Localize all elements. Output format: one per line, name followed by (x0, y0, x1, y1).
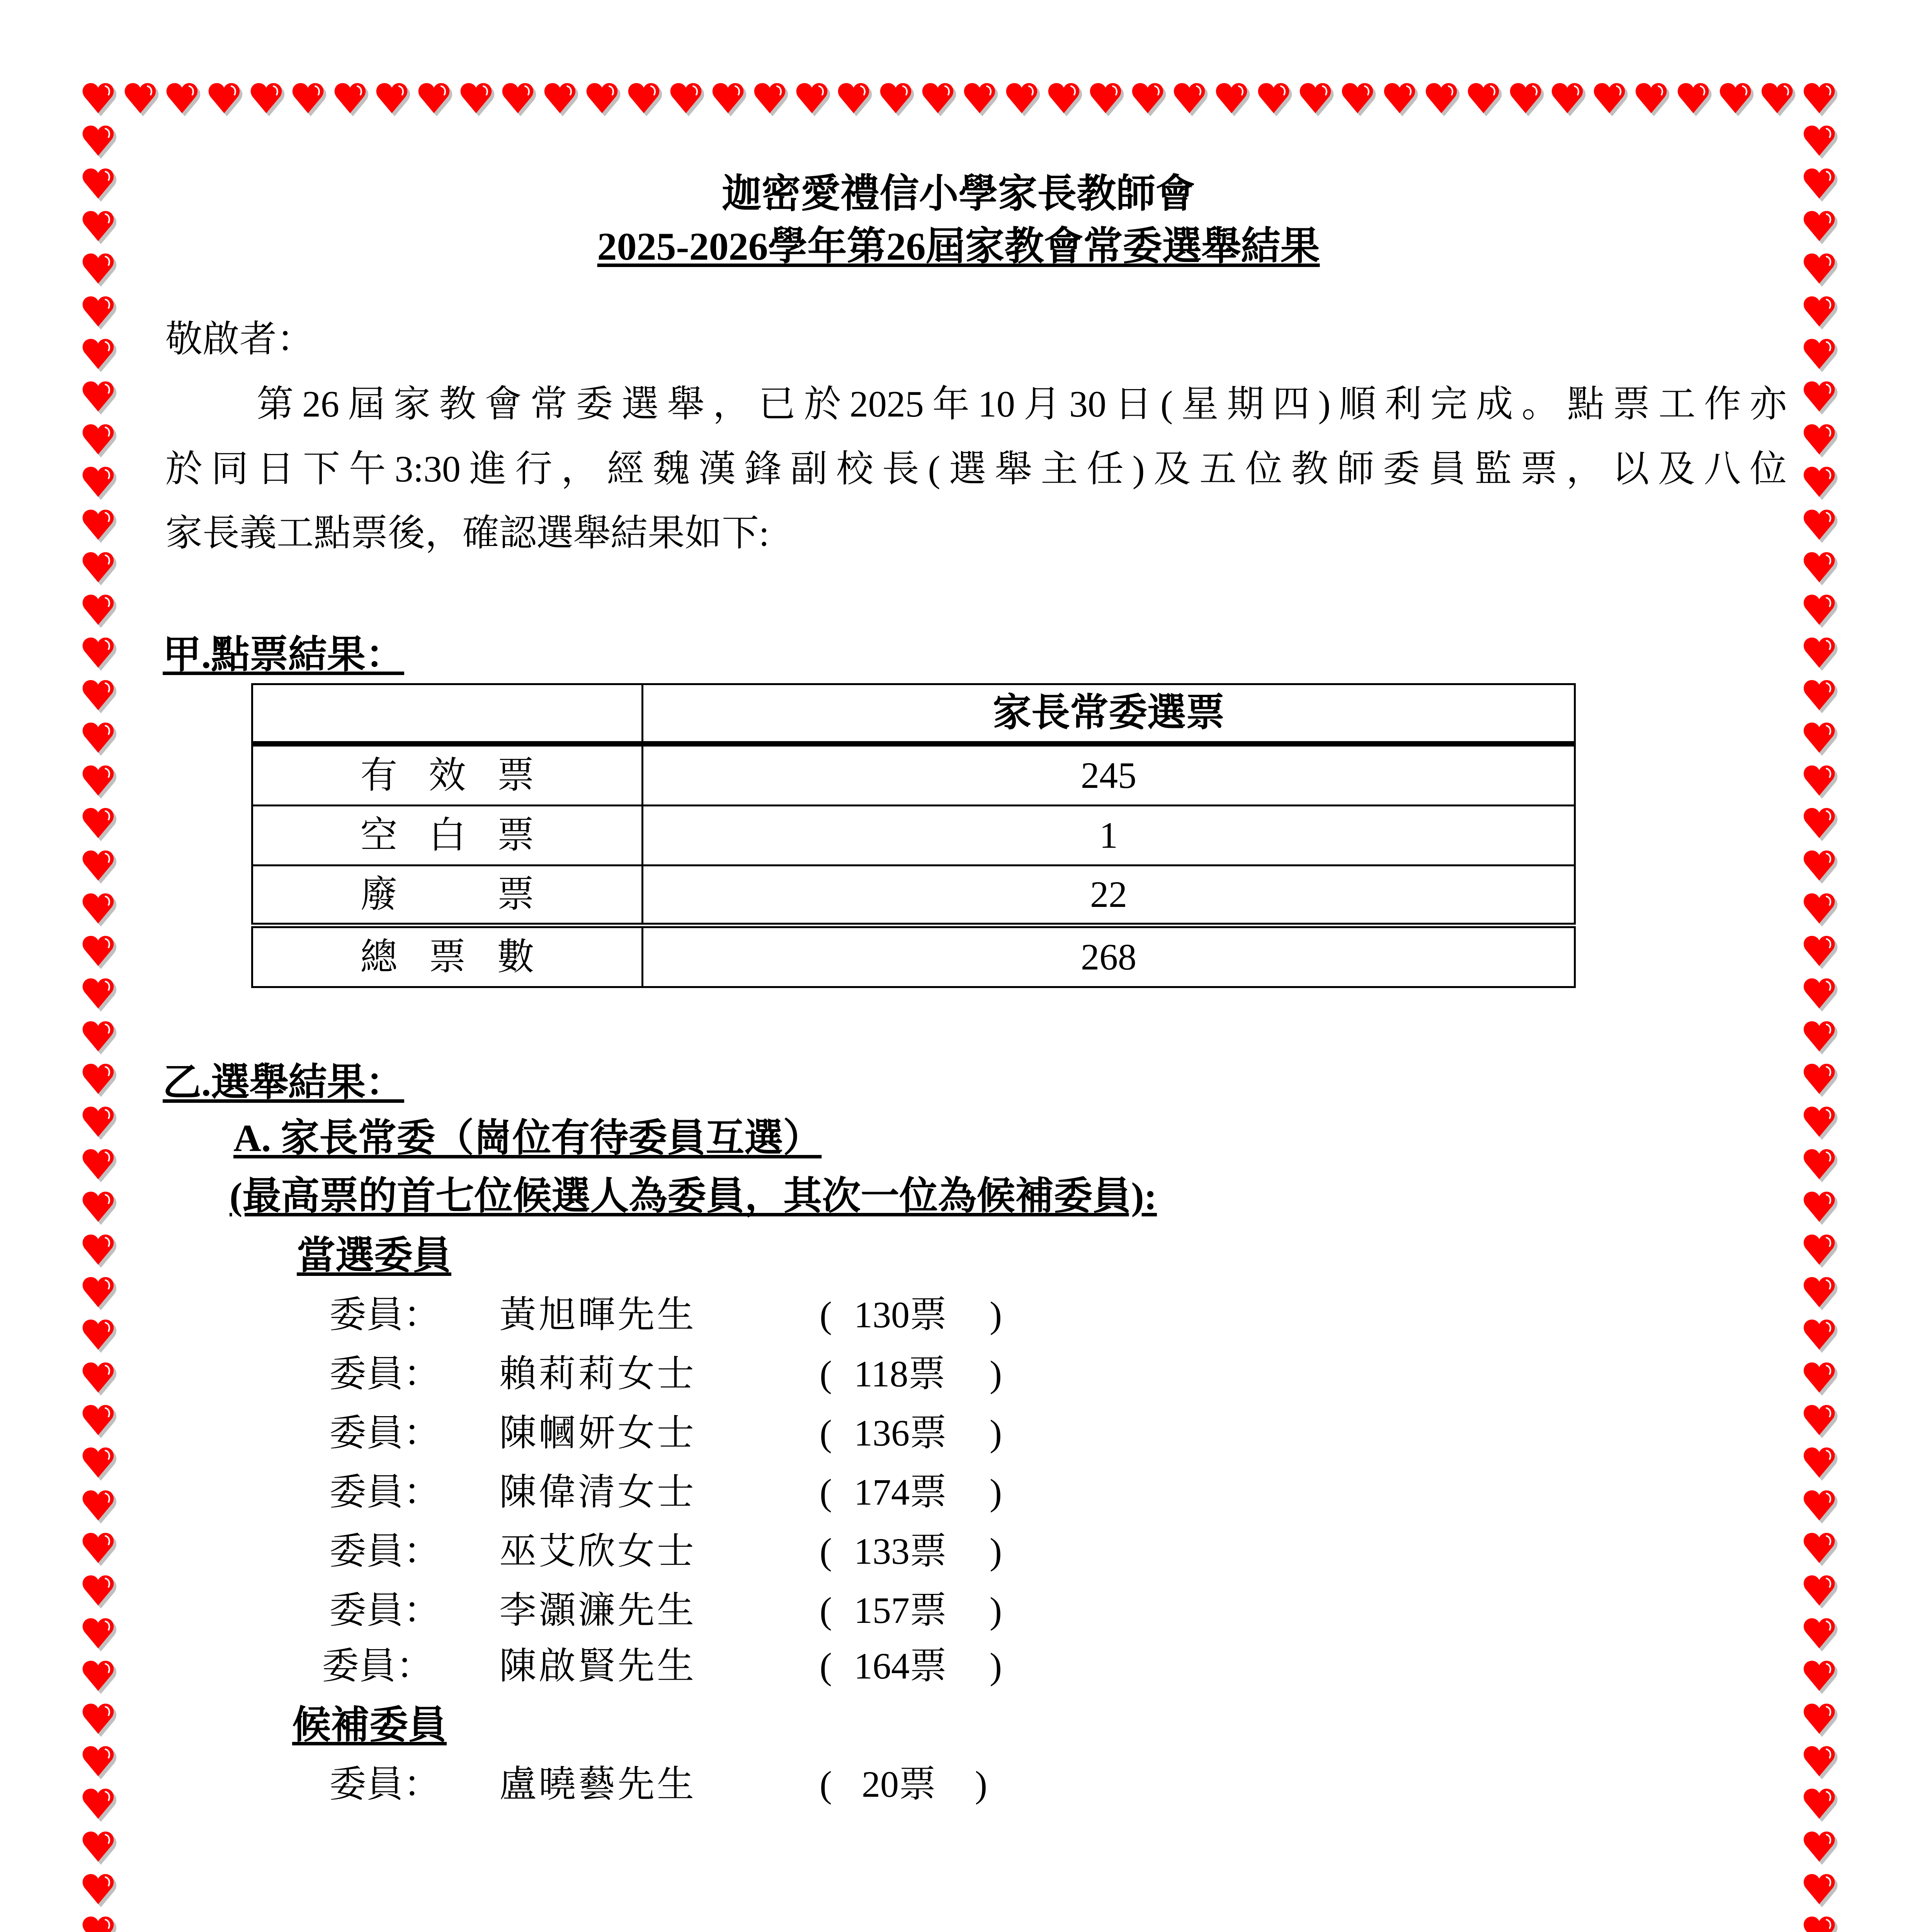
heart-icon (376, 82, 412, 118)
heart-icon (82, 1063, 118, 1099)
heart-icon (1803, 381, 1839, 416)
heart-icon (1803, 338, 1839, 374)
heart-icon (1803, 1532, 1839, 1568)
member-votes: 136票 (854, 1412, 947, 1454)
heart-icon (502, 82, 538, 118)
close-paren: ) (990, 1590, 1002, 1631)
close-paren: ) (990, 1471, 1002, 1513)
heart-icon (82, 1660, 118, 1696)
association-title: 迦密愛禮信小學家長教師會 (722, 172, 1195, 216)
member-name: 陳幗妍女士 (499, 1412, 696, 1454)
row-label-text: 空 白 票 (360, 815, 534, 856)
heart-icon (1803, 1660, 1839, 1696)
member-name: 李灝濂先生 (499, 1590, 696, 1631)
heart-icon (82, 594, 118, 629)
close-paren: ) (990, 1353, 1002, 1395)
intro-line-1: 第26屆家教會常委選舉，已於2025年10月30日(星期四)順利完成。點票工作亦 (257, 383, 1787, 425)
open-paren: ( (820, 1645, 832, 1687)
heart-icon (82, 978, 118, 1013)
heart-icon (880, 82, 915, 118)
row-label-text: 廢 票 (360, 873, 534, 915)
row-label (252, 925, 643, 987)
heart-icon (1803, 1404, 1839, 1440)
heart-icon (1803, 82, 1839, 118)
heart-icon (82, 1319, 118, 1354)
heart-icon (1803, 551, 1839, 587)
heart-icon (1803, 594, 1839, 629)
heart-icon (1803, 1063, 1839, 1099)
document-title (0, 227, 1917, 267)
close-paren: ) (990, 1531, 1002, 1572)
heart-icon (124, 82, 160, 118)
heart-icon (82, 125, 118, 160)
heart-icon (1384, 82, 1419, 118)
member-name: 巫艾欣女士 (499, 1531, 696, 1572)
table-header-column: 家長常委選票 (643, 684, 1575, 744)
heart-icon (1803, 1575, 1839, 1610)
heart-icon (1803, 978, 1839, 1013)
heart-icon (1803, 466, 1839, 502)
document-title-text: 2025-2026學年第26屆家教會常委選舉結果 (597, 225, 1320, 269)
heart-icon (82, 935, 118, 971)
table-header-row (252, 684, 1575, 744)
row-value: 245 (643, 744, 1575, 806)
member-votes: 174票 (854, 1471, 947, 1513)
heart-icon (82, 1490, 118, 1525)
heart-icon (1803, 1831, 1839, 1866)
heart-icon (82, 551, 118, 587)
heart-icon (1803, 765, 1839, 800)
heart-icon (1803, 1106, 1839, 1141)
heart-icon (418, 82, 454, 118)
heart-icon (82, 338, 118, 374)
heart-icon (586, 82, 622, 118)
heart-icon (82, 850, 118, 885)
close-paren: ) (990, 1645, 1002, 1687)
heart-icon (712, 82, 748, 118)
table-row (252, 806, 1575, 866)
member-role: 委員： (329, 1294, 441, 1335)
heart-icon (1425, 82, 1461, 118)
heart-icon (670, 82, 706, 118)
heart-icon (82, 82, 118, 118)
member-role: 委員： (329, 1590, 441, 1631)
heart-icon (1594, 82, 1629, 118)
member-votes: 157票 (854, 1590, 947, 1631)
heart-icon (1803, 1020, 1839, 1056)
heart-icon (1803, 850, 1839, 885)
member-name: 盧曉藝先生 (499, 1764, 696, 1805)
open-paren: ( (820, 1531, 832, 1572)
member-votes: 20票 (862, 1764, 936, 1805)
heart-icon (1803, 1447, 1839, 1482)
heart-icon (796, 82, 832, 118)
heart-icon (1132, 82, 1167, 118)
heart-icon (82, 1745, 118, 1781)
heart-icon (1803, 722, 1839, 757)
heart-icon (82, 1404, 118, 1440)
heart-icon (82, 1234, 118, 1269)
heart-icon (82, 1788, 118, 1823)
heart-icon (82, 466, 118, 502)
heart-icon (1803, 1191, 1839, 1226)
heart-icon (82, 1148, 118, 1184)
heart-icon (1468, 82, 1503, 118)
heart-icon (82, 1873, 118, 1909)
heart-icon (964, 82, 999, 118)
heart-icon (82, 1362, 118, 1397)
vote-count-table (251, 683, 1576, 988)
table-row (252, 866, 1575, 925)
heart-icon (82, 722, 118, 757)
row-value: 22 (643, 866, 1575, 925)
heart-icon (1803, 1873, 1839, 1909)
heart-icon (1803, 296, 1839, 331)
heart-icon (82, 1106, 118, 1141)
member-name: 黃旭暉先生 (499, 1294, 696, 1335)
committee-subheading-text: A. 家長常委（崗位有待委員互選） (233, 1117, 822, 1160)
heart-icon (82, 1532, 118, 1568)
member-votes: 164票 (854, 1645, 947, 1687)
heart-icon (1677, 82, 1713, 118)
heart-icon (1174, 82, 1209, 118)
heart-icon (82, 381, 118, 416)
heart-icon (1510, 82, 1545, 118)
member-votes: 118票 (854, 1353, 946, 1395)
heart-icon (922, 82, 958, 118)
heart-icon (1803, 1490, 1839, 1525)
selection-note (230, 1177, 1157, 1216)
heart-icon (82, 637, 118, 672)
section-b-heading (163, 1063, 404, 1102)
heart-icon (1803, 125, 1839, 160)
open-paren: ( (820, 1412, 832, 1454)
heart-icon (82, 807, 118, 843)
table-row-total (252, 925, 1575, 987)
heart-icon (1803, 423, 1839, 459)
open-paren: ( (820, 1471, 832, 1513)
heart-icon (1551, 82, 1587, 118)
heart-icon (1342, 82, 1377, 118)
section-b-heading-text: 乙.選舉結果： (163, 1061, 404, 1104)
member-role: 委員： (322, 1645, 433, 1687)
heart-icon (1803, 1362, 1839, 1397)
heart-icon (754, 82, 789, 118)
heart-icon (250, 82, 286, 118)
heart-icon (1803, 1745, 1839, 1781)
alternate-heading (292, 1706, 447, 1745)
open-paren: ( (820, 1294, 832, 1335)
row-label (252, 806, 643, 866)
heart-icon (1803, 1617, 1839, 1653)
heart-icon (1803, 935, 1839, 971)
selection-note-text: (最高票的首七位候選人為委員，其次一位為候補委員): (230, 1175, 1157, 1218)
heart-icon (82, 1916, 118, 1932)
heart-icon (82, 1276, 118, 1312)
heart-icon (1803, 1234, 1839, 1269)
open-paren: ( (820, 1590, 832, 1631)
row-label (252, 744, 643, 806)
intro-line-2: 於同日下午3:30進行，經魏漢鋒副校長(選舉主任)及五位教師委員監票，以及八位 (165, 448, 1787, 490)
heart-icon (1803, 1319, 1839, 1354)
member-role: 委員： (329, 1471, 441, 1513)
heart-icon (1216, 82, 1251, 118)
heart-icon (1635, 82, 1671, 118)
close-paren: ) (990, 1412, 1002, 1454)
heart-icon (82, 679, 118, 715)
member-role: 委員： (329, 1353, 441, 1395)
heart-icon (82, 1575, 118, 1610)
heart-icon (82, 1831, 118, 1866)
table-header-empty-cell (252, 684, 643, 744)
section-a-heading (163, 633, 404, 676)
salutation: 敬啟者： (165, 318, 314, 360)
close-paren: ) (975, 1764, 987, 1805)
row-label-text: 有 效 票 (360, 754, 534, 796)
close-paren: ) (990, 1294, 1002, 1335)
heart-icon (82, 423, 118, 459)
heart-icon (82, 1020, 118, 1056)
section-a-heading-text: 甲.點票結果： (163, 633, 404, 676)
heart-icon (208, 82, 244, 118)
heart-icon (1048, 82, 1084, 118)
heart-icon (82, 1617, 118, 1653)
open-paren: ( (820, 1353, 832, 1395)
heart-icon (1006, 82, 1041, 118)
heart-icon (334, 82, 370, 118)
heart-icon (1803, 1148, 1839, 1184)
row-label (252, 866, 643, 925)
heart-icon (82, 296, 118, 331)
member-role: 委員： (329, 1531, 441, 1572)
heart-icon (82, 1447, 118, 1482)
heart-icon (1090, 82, 1125, 118)
heart-icon (82, 1191, 118, 1226)
member-name: 陳啟賢先生 (499, 1645, 696, 1687)
member-name: 賴莉莉女士 (499, 1353, 696, 1395)
heart-icon (82, 509, 118, 544)
heart-icon (1803, 509, 1839, 544)
heart-icon (460, 82, 496, 118)
open-paren: ( (820, 1764, 832, 1805)
heart-icon (1803, 637, 1839, 672)
row-label-text: 總 票 數 (360, 936, 534, 978)
heart-icon (82, 893, 118, 928)
table-row (252, 744, 1575, 806)
alternate-heading-text: 候補委員 (292, 1704, 447, 1747)
heart-icon (1300, 82, 1335, 118)
heart-icon (82, 1703, 118, 1738)
heart-icon (628, 82, 663, 118)
heart-icon (1803, 1276, 1839, 1312)
row-value: 1 (643, 806, 1575, 866)
heart-icon (292, 82, 328, 118)
row-value: 268 (643, 925, 1575, 987)
heart-icon (1720, 82, 1755, 118)
member-votes: 130票 (854, 1294, 947, 1335)
member-role: 委員： (329, 1764, 441, 1805)
heart-icon (1803, 807, 1839, 843)
elected-heading (297, 1236, 451, 1275)
heart-icon (544, 82, 580, 118)
heart-icon (82, 765, 118, 800)
intro-line-3: 家長義工點票後，確認選舉結果如下: (165, 512, 769, 554)
member-votes: 133票 (854, 1531, 947, 1572)
committee-subheading (233, 1119, 822, 1158)
member-name: 陳偉清女士 (499, 1471, 696, 1513)
elected-heading-text: 當選委員 (297, 1234, 451, 1277)
heart-icon (166, 82, 202, 118)
heart-icon (1258, 82, 1293, 118)
heart-icon (1761, 82, 1797, 118)
heart-icon (1803, 893, 1839, 928)
heart-icon (1803, 679, 1839, 715)
heart-icon (1803, 1916, 1839, 1932)
heart-icon (1803, 1788, 1839, 1823)
member-role: 委員： (329, 1412, 441, 1454)
heart-icon (1803, 1703, 1839, 1738)
heart-icon (838, 82, 873, 118)
